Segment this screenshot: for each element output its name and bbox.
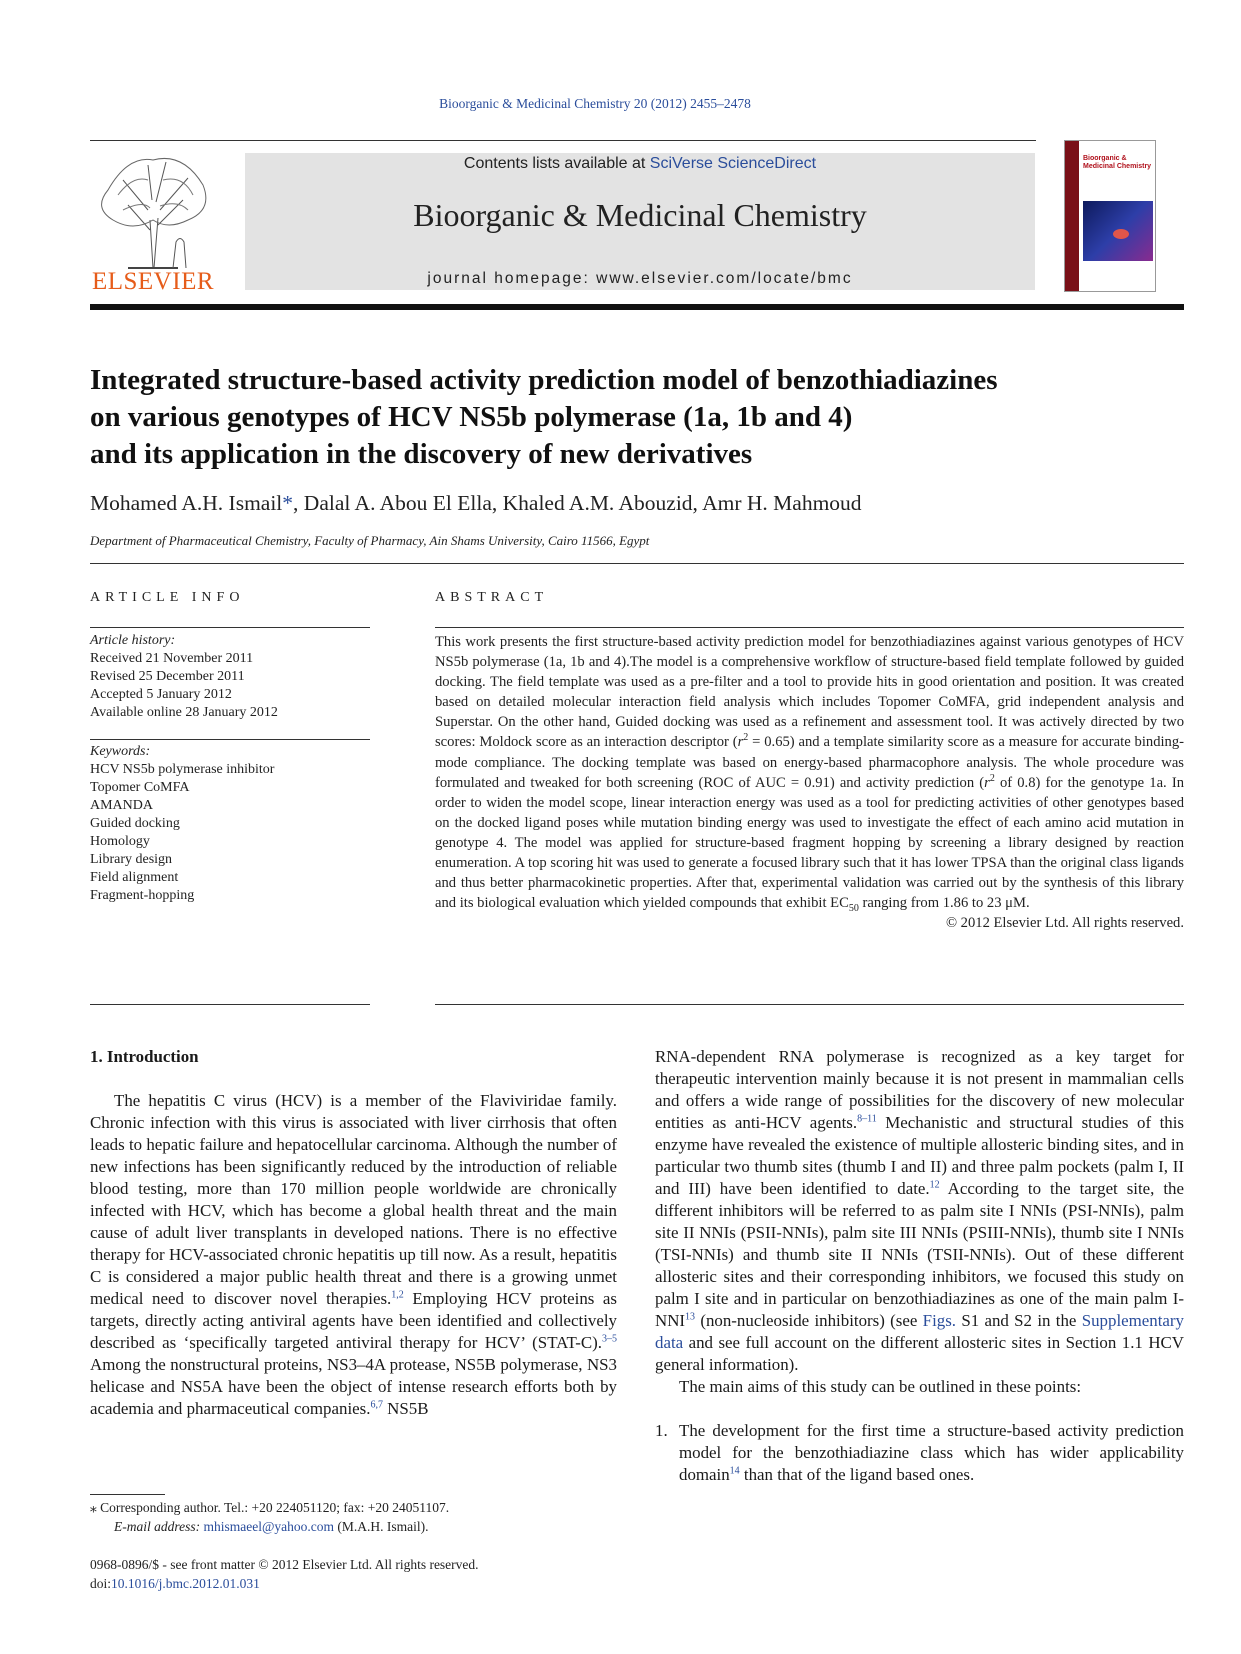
title-line-2: on various genotypes of HCV NS5b polymerase (1a, 1b and 4) [90, 401, 853, 433]
abstract-heading: ABSTRACT [435, 590, 549, 605]
title-separator-rule [90, 563, 1184, 564]
citation-ref[interactable]: 8–11 [857, 1113, 877, 1125]
article-info-rule-top [90, 627, 370, 628]
article-title [90, 362, 1190, 473]
journal-cover-thumbnail[interactable] [1064, 140, 1156, 292]
doi-line: doi:10.1016/j.bmc.2012.01.031 [90, 1576, 260, 1591]
footnote-rule [90, 1494, 165, 1495]
list-text: The development for the first time a structure-based activity prediction model for the benzothiadiazine class which has wider applicability domain$^{14}$ than that of the ligand based ones. [679, 1421, 1184, 1484]
article-info-heading: ARTICLE INFO [90, 590, 245, 605]
intro-paragraph-1: The hepatitis C virus (HCV) is a member of the Flaviviridae family. Chronic infection with this virus is associated with liver cirrhosis that often leads to hepatic failure and hepatocellular carcinoma. Although the number of new infections has been significantly reduced by the introduction of reliable blood testing, more than 170 million people worldwide are chronically infected with HCV, which has become a global health threat and the main cause of adult liver transplants in developed nations. There is no effective therapy for HCV-associated chronic hepatitis up till now. As a result, hepatitis C is considered a major public health threat and there is a growing unmet medical need to discover novel therapies.$^{1,2}$ Employing HCV proteins as targets, directly acting antiviral agents have been identified and collectively described as ‘specifically targeted antiviral therapy for HCV’ (STAT-C).$^{3-5}$ Among the nonstructural proteins, NS3–4A protease, NS5B polymerase, NS3 helicase and NS5A have been the object of intense research efforts both by academia and pharmaceutical companies.$^{6,7}$ NS5B [90, 1091, 618, 1418]
title-line-3: and its application in the discovery of new derivatives [90, 438, 753, 470]
history-label: Article history: [90, 633, 176, 648]
abstract-rule-bottom [435, 1004, 1184, 1005]
keyword-item: Topomer CoMFA [90, 780, 190, 795]
keyword-item: Library design [90, 852, 173, 867]
keywords-label: Keywords: [90, 744, 151, 759]
affiliation: Department of Pharmaceutical Chemistry, Faculty of Pharmacy, Ain Shams University, Cairo 11566, Egypt [90, 533, 650, 548]
homepage-prefix: journal homepage: [427, 270, 597, 287]
contents-availability [245, 155, 1035, 173]
article-info-rule-mid [90, 739, 370, 740]
cover-image [1083, 201, 1153, 261]
citation-ref[interactable]: 13 [685, 1311, 696, 1323]
abstract-text: This work presents the first structure-based activity prediction model for benzothiadiazines against various genotypes of HCV NS5b polymerase (1a, 1b and 4).The model is a comprehensive workflow of structure-based field template followed by guided docking. The field template was used as a pre-filter and a tool to provide hits in good orientation and position. It was created based on detailed molecular interaction field analysis which includes Topomer CoMFA, grid independent analysis and Superstar. On the other hand, Guided docking was used as a refinement and assessment tool. It was actively directed by two scores: Moldock score as an interaction descriptor $(r^2 = 0.65)$ and a template similarity score as a measure for accurate binding-mode compliance. The docking template was based on energy-based pharmacophore analysis. The whole procedure was formulated and tweaked for both screening (ROC of AUC = 0.91) and activity prediction ($r^2$ of 0.8) for the genotype 1a. In order to widen the model scope, linear interaction energy was used as a tool for predicting activities of other genotypes based on the docked ligand poses while mutation binding energy was used to investigate the effect of each amino acid mutation in genotype 4. The model was applied for structure-based fragment hopping by screening a library designed by reaction enumeration. A top scoring hit was used to generate a focused library such that it has lower TPSA than the original class ligands and thus better pharmacokinetic properties. After that, experimental validation was carried out by the synthesis of this library and its biological evaluation which yielded compounds that exhibit $EC_{50}$ ranging from 1.86 to 23 μM. [435, 634, 1184, 915]
keyword-item: Field alignment [90, 870, 179, 885]
supplementary-data-link[interactable]: Supplementary data [655, 1311, 1184, 1352]
citation-ref[interactable]: 1,2 [391, 1289, 404, 1301]
title-line-1: Integrated structure-based activity prediction model of benzothiadiazines [90, 364, 998, 396]
keyword-item: Homology [90, 834, 150, 849]
intro-paragraph-continued: RNA-dependent RNA polymerase is recognized as a key target for therapeutic intervention mainly because it is not present in mammalian cells and offers a wide range of possibilities for the discovery of new molecular entities as anti-HCV agents.$^{8-11}$ Mechanistic and structural studies of this enzyme have revealed the existence of multiple allosteric binding sites, and in particular two thumb sites (thumb I and II) and three palm pockets (palm I, II and III) have been identified to date.$^{12}$ According to the target site, the different inhibitors will be referred to as palm site I NNIs (PSI-NNIs), palm site II NNIs (PSII-NNIs), palm site III NNIs (PSIII-NNIs), thumb site I NNIs (TSI-NNIs) and thumb site II NNIs (TSII-NNIs). Out of these different allosteric sites and their corresponding inhibitors, we focused this study on palm I site and in particular on benzothiadiazines as one of the main palm I-NNI$^{13}$ (non-nucleoside inhibitors) (see Figs. S1 and S2 in the Supplementary data and see full account on the different allosteric sites in Section 1.1 HCV general information). [655, 1047, 1185, 1374]
keyword-item: Fragment-hopping [90, 888, 195, 903]
history-online: Available online 28 January 2012 [90, 705, 278, 720]
citation-ref[interactable]: 6,7 [370, 1399, 383, 1411]
citation-ref[interactable]: 3–5 [602, 1333, 617, 1345]
email-link[interactable]: mhismaeel@yahoo.com [203, 1519, 335, 1534]
keyword-item: Guided docking [90, 816, 180, 831]
footnote-email: E-mail address: mhismaeel@yahoo.com (M.A.H. Ismail). [114, 1519, 429, 1534]
journal-citation[interactable]: Bioorganic & Medicinal Chemistry 20 (2012) 2455–2478 [439, 96, 751, 111]
corresponding-author-star[interactable]: * [282, 491, 294, 515]
history-revised: Revised 25 December 2011 [90, 669, 245, 684]
header-thick-rule [90, 304, 1184, 310]
cover-spine [1065, 141, 1079, 291]
contents-prefix: Contents lists available at [463, 155, 650, 172]
elsevier-wordmark[interactable]: ELSEVIER [91, 268, 215, 295]
body-right-column [655, 1046, 1184, 1486]
aims-paragraph: The main aims of this study can be outlined in these points: [679, 1377, 1082, 1396]
history-accepted: Accepted 5 January 2012 [90, 687, 232, 702]
author-first: Mohamed A.H. Ismail [90, 491, 283, 515]
journal-homepage [245, 270, 1035, 288]
journal-name: Bioorganic & Medicinal Chemistry [413, 197, 867, 233]
sciencedirect-link[interactable]: SciVerse ScienceDirect [649, 155, 817, 172]
front-matter [90, 1555, 479, 1593]
article-info-rule-bottom [90, 1004, 370, 1005]
list-number: 1. [655, 1421, 668, 1440]
keywords [90, 743, 274, 905]
author-list [90, 491, 862, 516]
body-left-column [90, 1046, 617, 1420]
citation-ref[interactable]: 14 [729, 1465, 740, 1477]
authors-rest: , Dalal A. Abou El Ella, Khaled A.M. Abouzid, Amr H. Mahmoud [293, 491, 862, 515]
issn-line: 0968-0896/$ - see front matter © 2012 Elsevier Ltd. All rights reserved. [90, 1557, 479, 1572]
keyword-item: HCV NS5b polymerase inhibitor [90, 762, 275, 777]
article-history [90, 632, 278, 722]
footnote-corresponding: ⁎ Corresponding author. Tel.: +20 224051120; fax: +20 24051107. [90, 1500, 450, 1515]
figs-link[interactable]: Figs. [922, 1311, 956, 1330]
abstract-body [435, 632, 1184, 933]
corresponding-author-footnote [90, 1498, 449, 1536]
doi-link[interactable]: 10.1016/j.bmc.2012.01.031 [111, 1576, 260, 1591]
keyword-item: AMANDA [90, 798, 153, 813]
list-item [655, 1420, 1184, 1486]
copyright-notice: © 2012 Elsevier Ltd. All rights reserved. [945, 915, 1184, 932]
abstract-rule-top [435, 627, 1184, 628]
cover-title: Bioorganic & Medicinal Chemistry [1083, 155, 1152, 170]
history-received: Received 21 November 2011 [90, 651, 254, 666]
header-rule [90, 140, 1036, 141]
section-heading-introduction: 1. Introduction [90, 1047, 199, 1066]
citation-ref[interactable]: 12 [929, 1179, 940, 1191]
homepage-url[interactable]: www.elsevier.com/locate/bmc [596, 270, 853, 287]
